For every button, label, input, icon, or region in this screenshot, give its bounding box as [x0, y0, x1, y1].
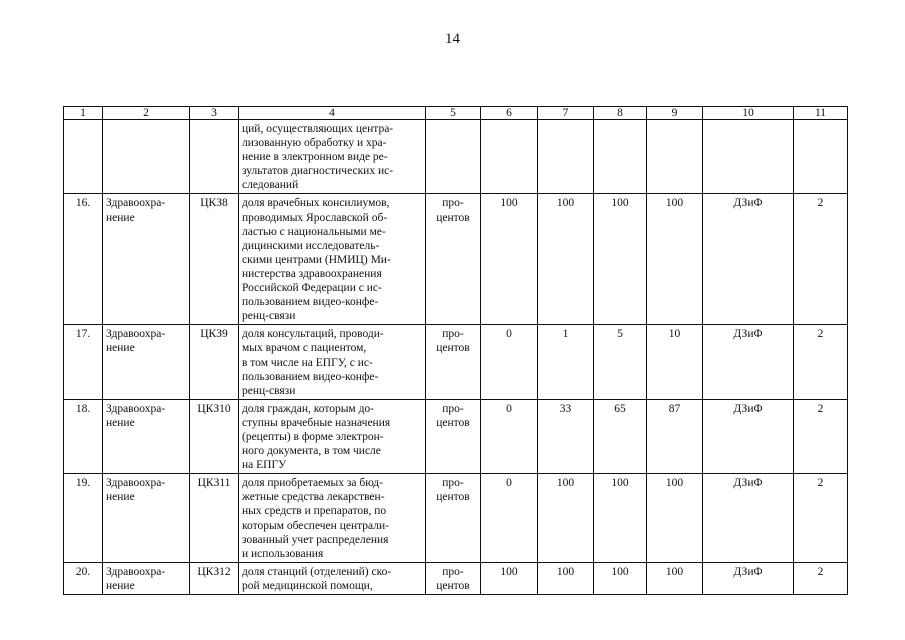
- column-number: 7: [538, 107, 594, 120]
- row-number: 16.: [64, 194, 103, 325]
- sector-cell-line: нение: [106, 491, 135, 504]
- indicator-description-line: (рецепты) в форме электрон-: [242, 430, 384, 443]
- indicator-code: [190, 120, 239, 194]
- value-col-9: [647, 120, 703, 194]
- responsible-cell: ДЗиФ: [703, 325, 794, 399]
- indicator-description: [239, 325, 426, 399]
- value-col-7: 100: [538, 474, 594, 563]
- indicator-description-line: доля врачебных консилиумов,: [242, 197, 390, 210]
- value-col-7: 100: [538, 562, 594, 594]
- indicator-description-line: и использования: [242, 547, 324, 560]
- category-cell: 2: [794, 399, 848, 473]
- column-number: 5: [426, 107, 481, 120]
- value-col-6: 100: [481, 194, 538, 325]
- row-number: 18.: [64, 399, 103, 473]
- sector-cell: [103, 562, 190, 594]
- indicator-code: ЦКЗ9: [190, 325, 239, 399]
- table-row: [64, 474, 848, 563]
- column-number: 1: [64, 107, 103, 120]
- value-col-8: 100: [594, 562, 647, 594]
- sector-cell: [103, 325, 190, 399]
- unit-cell-line: центов: [436, 491, 470, 504]
- unit-cell: [426, 120, 481, 194]
- unit-cell-line: центов: [436, 416, 470, 429]
- category-cell: 2: [794, 325, 848, 399]
- category-cell: [794, 120, 848, 194]
- unit-cell-line: про-: [442, 402, 464, 415]
- indicator-description-line: рой медицинской помощи,: [242, 579, 373, 592]
- unit-cell-line: про-: [442, 197, 464, 210]
- indicator-description-line: доля консультаций, проводи-: [242, 328, 384, 341]
- value-col-8: 100: [594, 474, 647, 563]
- indicator-description: [239, 474, 426, 563]
- value-col-8: 100: [594, 194, 647, 325]
- indicator-description-line: доля приобретаемых за бюд-: [242, 477, 383, 490]
- table-row: [64, 562, 848, 594]
- indicator-code: ЦКЗ12: [190, 562, 239, 594]
- column-number: 4: [239, 107, 426, 120]
- unit-cell: [426, 325, 481, 399]
- indicator-description-line: Российской Федерации с ис-: [242, 282, 382, 295]
- category-cell: 2: [794, 474, 848, 563]
- indicator-code: ЦКЗ10: [190, 399, 239, 473]
- indicator-description-line: жетные средства лекарствен-: [242, 491, 385, 504]
- value-col-7: 1: [538, 325, 594, 399]
- column-number: 6: [481, 107, 538, 120]
- unit-cell: [426, 562, 481, 594]
- unit-cell-line: центов: [436, 211, 470, 224]
- column-number: 9: [647, 107, 703, 120]
- unit-cell: [426, 399, 481, 473]
- sector-cell-line: Здравоохра-: [106, 402, 166, 415]
- indicator-description-line: мых врачом с пациентом,: [242, 342, 367, 355]
- value-col-6: [481, 120, 538, 194]
- indicator-description-line: пользованием видео-конфе-: [242, 296, 379, 309]
- indicator-description-line: которым обеспечен централи-: [242, 519, 389, 532]
- table-row: [64, 325, 848, 399]
- indicator-description-line: в том числе на ЕПГУ, с ис-: [242, 356, 373, 369]
- indicator-code: ЦКЗ11: [190, 474, 239, 563]
- table-body: [64, 120, 848, 595]
- indicator-description-line: ластью с национальными ме-: [242, 225, 386, 238]
- sector-cell-line: Здравоохра-: [106, 565, 166, 578]
- column-number: 10: [703, 107, 794, 120]
- row-number: 17.: [64, 325, 103, 399]
- indicator-description: [239, 562, 426, 594]
- indicator-description-line: доля станций (отделений) ско-: [242, 565, 392, 578]
- value-col-6: 0: [481, 474, 538, 563]
- value-col-7: 33: [538, 399, 594, 473]
- sector-cell-line: нение: [106, 342, 135, 355]
- indicator-description-line: ренц-связи: [242, 310, 296, 323]
- column-number: 3: [190, 107, 239, 120]
- table-row: [64, 120, 848, 194]
- row-number: 19.: [64, 474, 103, 563]
- responsible-cell: ДЗиФ: [703, 194, 794, 325]
- value-col-8: 5: [594, 325, 647, 399]
- value-col-9: 100: [647, 474, 703, 563]
- sector-cell: [103, 194, 190, 325]
- page-number: 14: [445, 31, 460, 47]
- responsible-cell: [703, 120, 794, 194]
- indicator-description-line: зультатов диагностических ис-: [242, 165, 394, 178]
- sector-cell-line: Здравоохра-: [106, 197, 166, 210]
- responsible-cell: ДЗиФ: [703, 562, 794, 594]
- indicator-description-line: дицинскими исследователь-: [242, 239, 380, 252]
- unit-cell-line: про-: [442, 328, 464, 341]
- unit-cell: [426, 194, 481, 325]
- value-col-7: [538, 120, 594, 194]
- indicator-description-line: нистерства здравоохранения: [242, 267, 382, 280]
- indicator-description-line: ций, осуществляющих центра-: [242, 123, 394, 135]
- row-number: 20.: [64, 562, 103, 594]
- indicator-description-line: на ЕПГУ: [242, 459, 287, 472]
- indicator-description-line: пользованием видео-конфе-: [242, 370, 379, 383]
- indicator-description-line: следований: [242, 179, 299, 192]
- indicator-description-line: ступны врачебные назначения: [242, 416, 391, 429]
- unit-cell-line: центов: [436, 342, 470, 355]
- value-col-8: 65: [594, 399, 647, 473]
- indicator-description-line: ного документа, в том числе: [242, 445, 381, 458]
- responsible-cell: ДЗиФ: [703, 399, 794, 473]
- sector-cell-line: нение: [106, 211, 135, 224]
- column-number-row: [64, 107, 848, 120]
- value-col-9: 87: [647, 399, 703, 473]
- indicator-description-line: зованный учет распределения: [242, 533, 389, 546]
- indicator-description-line: ных средств и препаратов, по: [242, 505, 387, 518]
- unit-cell-line: центов: [436, 579, 470, 592]
- value-col-6: 100: [481, 562, 538, 594]
- indicator-code: ЦКЗ8: [190, 194, 239, 325]
- indicator-description-line: лизованную обработку и хра-: [242, 137, 387, 150]
- value-col-9: 100: [647, 562, 703, 594]
- indicator-description-line: ренц-связи: [242, 384, 296, 397]
- indicator-description-line: проводимых Ярославской об-: [242, 211, 388, 224]
- indicator-description-line: скими центрами (НМИЦ) Ми-: [242, 253, 391, 266]
- value-col-9: 100: [647, 194, 703, 325]
- sector-cell: [103, 120, 190, 194]
- sector-cell: [103, 399, 190, 473]
- column-number: 8: [594, 107, 647, 120]
- table-row: [64, 194, 848, 325]
- category-cell: 2: [794, 194, 848, 325]
- table-row: [64, 399, 848, 473]
- value-col-7: 100: [538, 194, 594, 325]
- value-col-6: 0: [481, 325, 538, 399]
- indicator-description-line: нение в электронном виде ре-: [242, 151, 388, 164]
- sector-cell-line: нение: [106, 416, 135, 429]
- value-col-9: 10: [647, 325, 703, 399]
- value-col-8: [594, 120, 647, 194]
- indicator-description: [239, 120, 426, 194]
- sector-cell-line: Здравоохра-: [106, 477, 166, 490]
- indicator-description: [239, 194, 426, 325]
- column-number: 11: [794, 107, 848, 120]
- row-number: [64, 120, 103, 194]
- indicator-description: [239, 399, 426, 473]
- indicators-table: [63, 106, 848, 595]
- category-cell: 2: [794, 562, 848, 594]
- sector-cell: [103, 474, 190, 563]
- column-number: 2: [103, 107, 190, 120]
- sector-cell-line: Здравоохра-: [106, 328, 166, 341]
- value-col-6: 0: [481, 399, 538, 473]
- indicator-description-line: доля граждан, которым до-: [242, 402, 375, 415]
- unit-cell: [426, 474, 481, 563]
- sector-cell-line: нение: [106, 579, 135, 592]
- unit-cell-line: про-: [442, 477, 464, 490]
- unit-cell-line: про-: [442, 565, 464, 578]
- responsible-cell: ДЗиФ: [703, 474, 794, 563]
